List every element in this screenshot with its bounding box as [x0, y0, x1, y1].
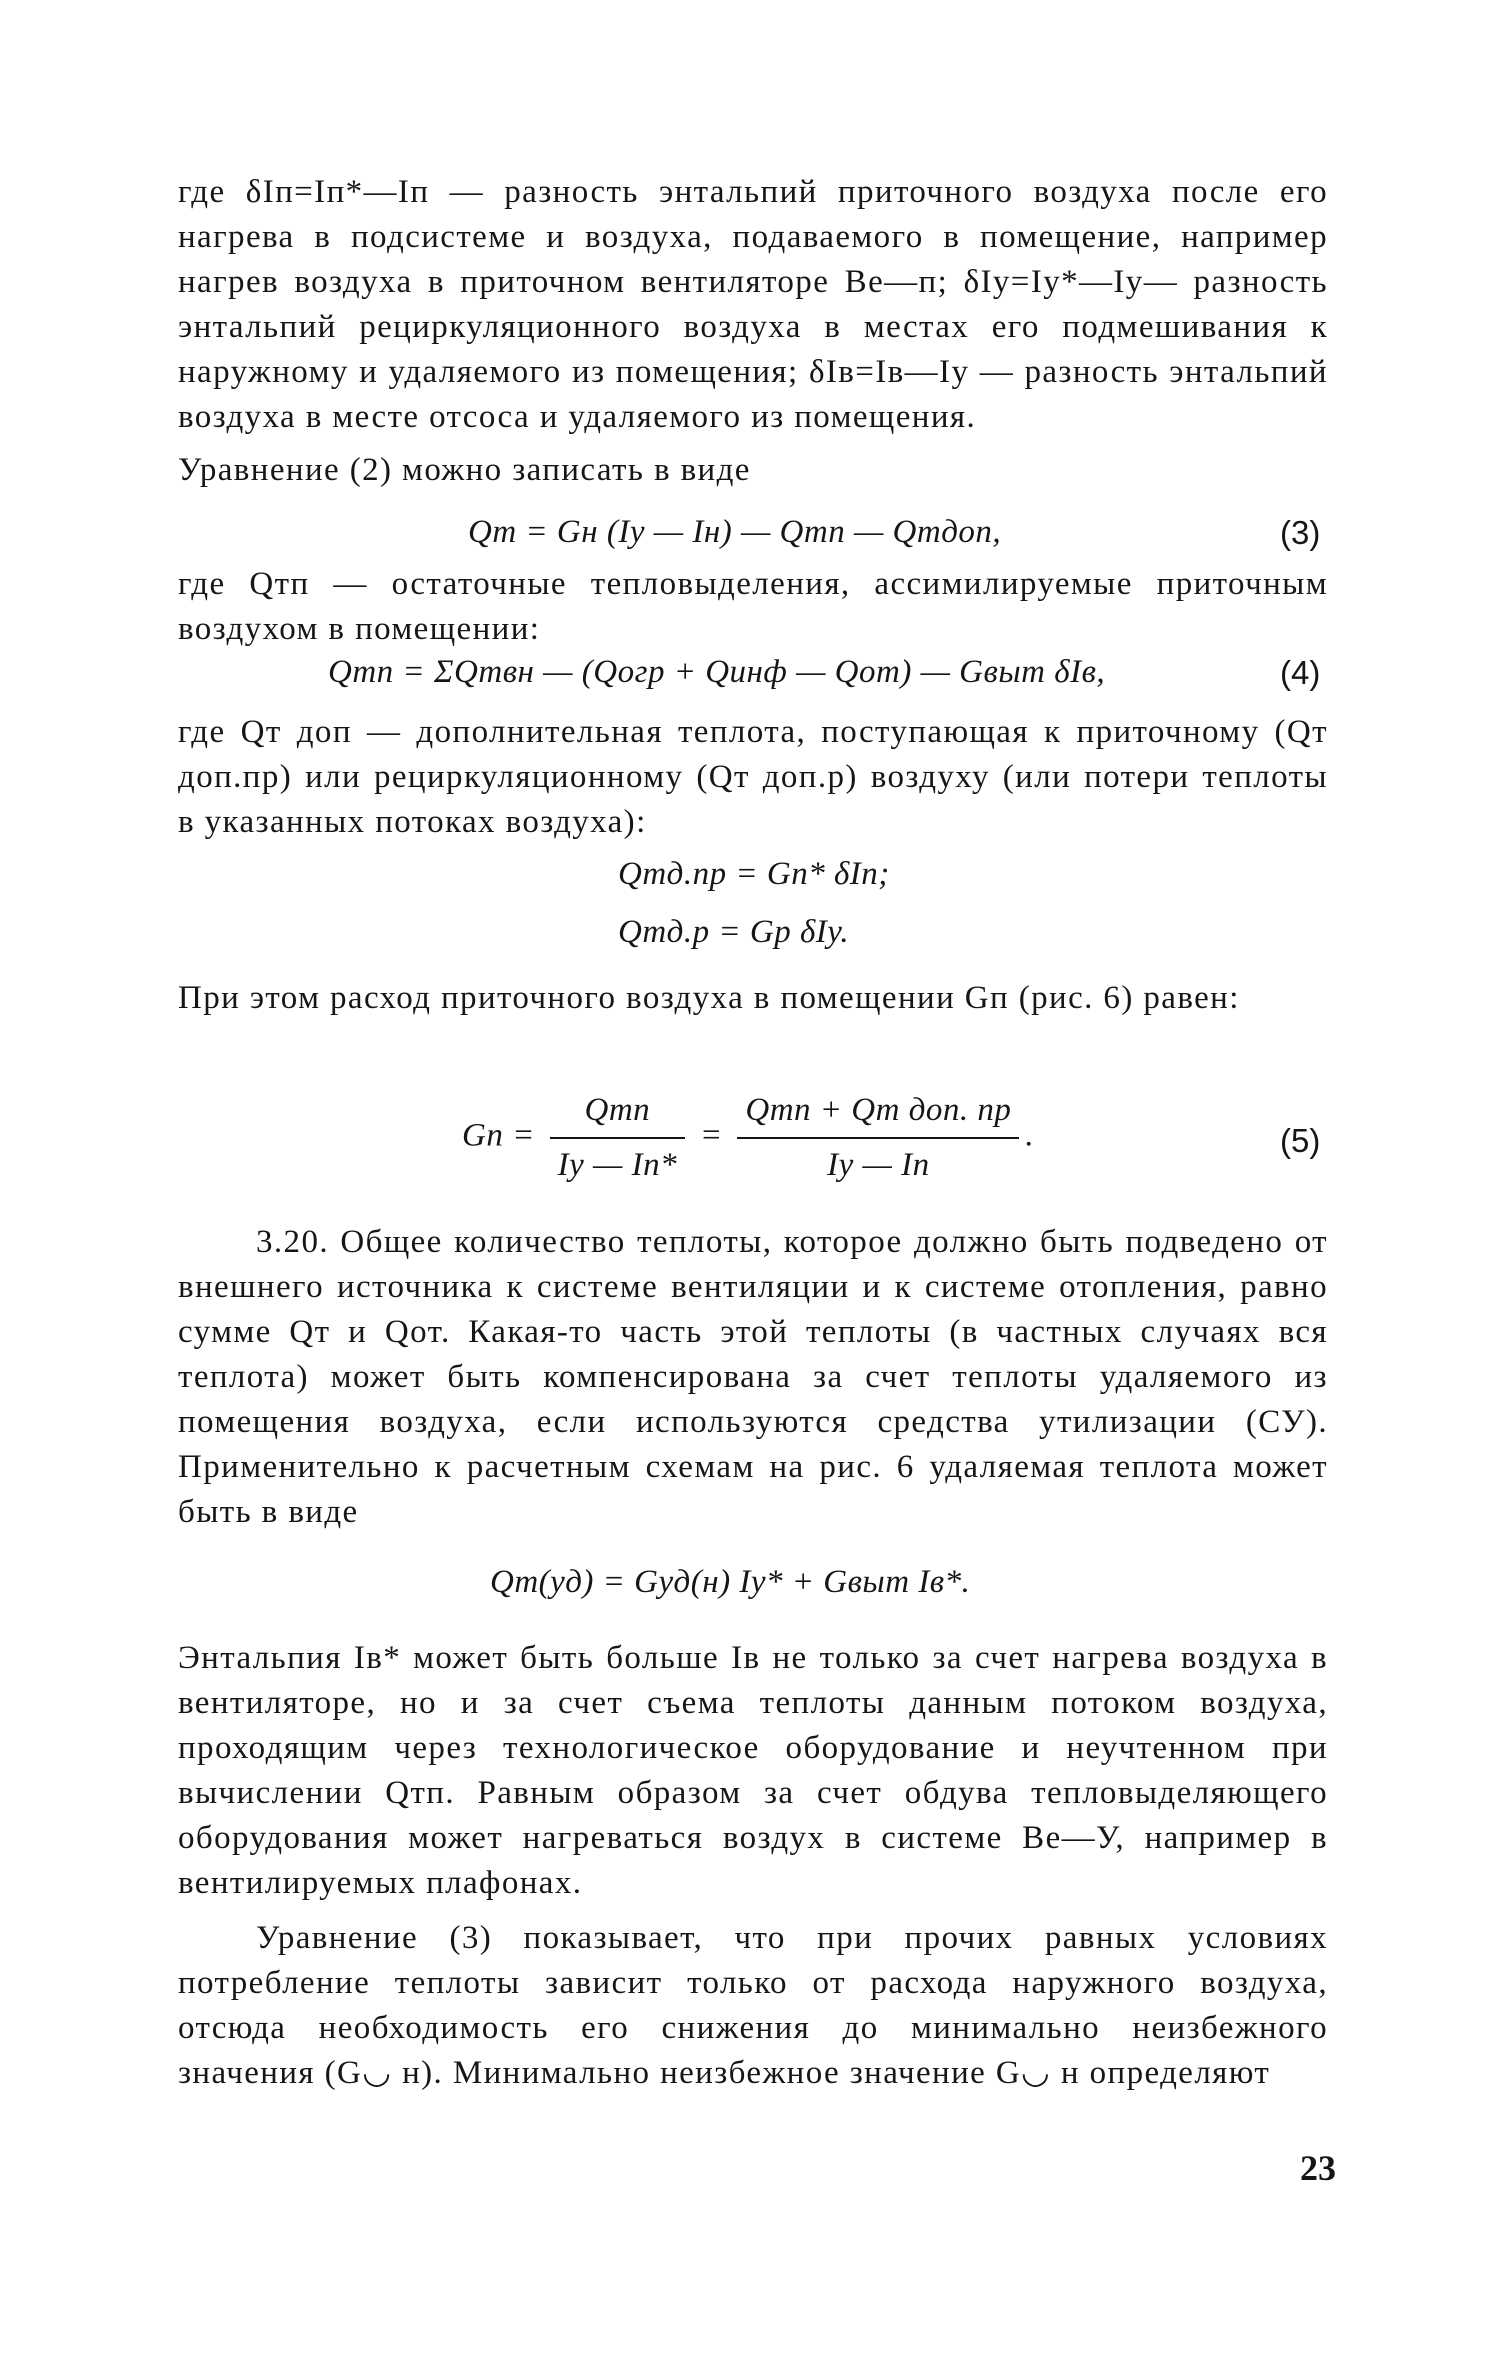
- equation-5-fraction-1: [550, 1088, 685, 1188]
- equation-3-number: (3): [1280, 514, 1321, 551]
- paragraph-equation-3-analysis: Уравнение (3) показывает, что при прочих равных условиях потребление теплоты зависит только от расхода наружного воздуха, отсюда необходимость его снижения до минимально неизбежного значения (G◡ н). Минимально неизбежное значение G◡ н определяют: [178, 1920, 1328, 2091]
- equation-5-fraction-1-numerator: Qтп: [550, 1088, 685, 1139]
- equation-5-fraction-2-denominator: Iу — Iп: [827, 1147, 930, 1183]
- equation-5-number: (5): [1280, 1122, 1321, 1159]
- equation-4-number: (4): [1280, 654, 1321, 691]
- equation-qtd-pr: Qтд.пр = Gп* δIп;: [618, 856, 890, 892]
- equation-5-fraction-1-denominator: Iу — Iп*: [557, 1147, 678, 1183]
- paragraph-section-3-20: 3.20. Общее количество теплоты, которое должно быть подведено от внешнего источника к системе вентиляции и к системе отопления, равно сумме Qт и Qот. Какая-то часть этой теплоты (в частных случаях вся теплота) может быть компенсирована за счет теплоты удаляемого из помещения воздуха, если используются средства утилизации (СУ). Применительно к расчетным схемам на рис. 6 удаляемая теплота может быть в виде: [178, 1224, 1328, 1530]
- equation-4: Qтп = ΣQтвн — (Qогр + Qинф — Qот) — Gвыт δIв,: [328, 654, 1106, 690]
- paragraph-enthalpy-definitions: где δIп=Iп*—Iп — разность энтальпий приточного воздуха после его нагрева в подсистеме и воздуха, подаваемого в помещение, например нагрев воздуха в приточном вентиляторе Ве—п; δIу=Iу*—Iу— разность энтальпий рециркуляционного воздуха в местах его подмешивания к наружному и удаляемого из помещения; δIв=Iв—Iу — разность энтальпий воздуха в месте отсоса и удаляемого из помещения.: [178, 174, 1328, 435]
- equation-5-equals: =: [699, 1117, 723, 1154]
- paragraph-qt-dop-definition: где Qт доп — дополнительная теплота, поступающая к приточному (Qт доп.пр) или рециркуляционному (Qт доп.р) воздуху (или потери теплоты в указанных потоках воздуха):: [178, 714, 1328, 840]
- equation-5-period: .: [1025, 1117, 1035, 1154]
- equation-qtd-r: Qтд.р = Gр δIу.: [618, 914, 850, 950]
- paragraph-equation-2-intro: Уравнение (2) можно записать в виде: [178, 452, 751, 488]
- equation-5-lhs: Gп =: [462, 1117, 535, 1154]
- paragraph-enthalpy-iv: Энтальпия Iв* может быть больше Iв не только за счет нагрева воздуха в вентиляторе, но и за счет съема теплоты данным потоком воздуха, проходящим через технологическое оборудование и неучтенном при вычислении Qтп. Равным образом за счет обдува тепловыделяющего оборудования может нагреваться воздух в системе Ве—У, например в вентилируемых плафонах.: [178, 1640, 1328, 1901]
- paragraph-supply-air-flow: При этом расход приточного воздуха в помещении Gп (рис. 6) равен:: [178, 980, 1240, 1016]
- equation-5-fraction-2: [737, 1088, 1019, 1188]
- page-number: 23: [1300, 2148, 1336, 2188]
- equation-3: Qт = Gн (Iу — Iн) — Qтп — Qтдоп,: [468, 514, 1002, 550]
- equation-5-fraction-2-numerator: Qтп + Qт доп. пр: [737, 1088, 1019, 1139]
- equation-qt-ud: Qт(уд) = Gуд(н) Iу* + Gвыт Iв*.: [490, 1564, 971, 1600]
- equation-5: [462, 1088, 1034, 1188]
- paragraph-qtp-definition: где Qтп — остаточные тепловыделения, ассимилируемые приточным воздухом в помещении:: [178, 566, 1328, 647]
